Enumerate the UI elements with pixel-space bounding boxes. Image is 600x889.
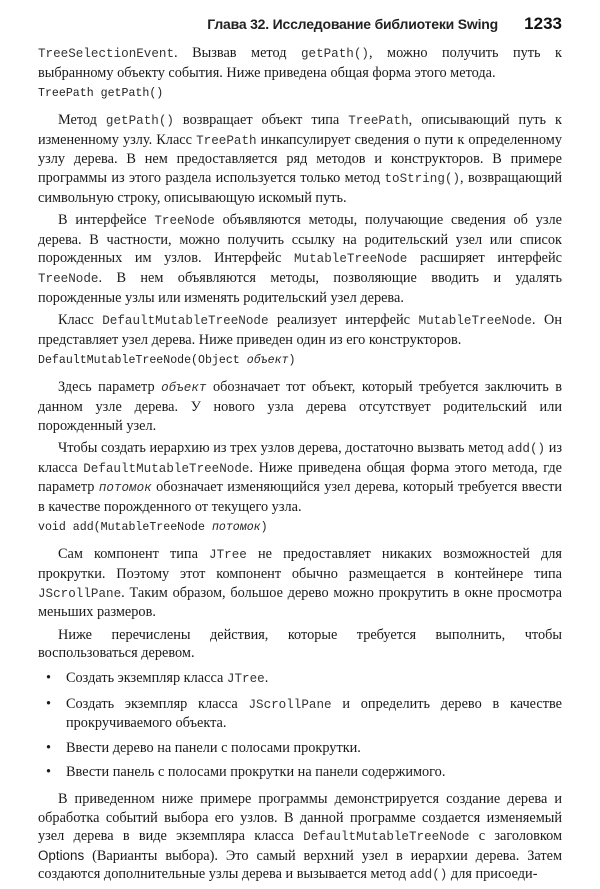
code-term: TreeNode [154, 214, 215, 229]
text-span: . [264, 670, 269, 687]
code-term: getPath() [105, 114, 174, 129]
text-span: возвращает объект типа [173, 112, 349, 129]
running-header [38, 14, 562, 40]
text-span: не предоставляет никаких возможностей для прокрутки. Поэтому этот компонент обычно размещается в контейнере типа [38, 546, 562, 583]
text-span: Класс [58, 312, 103, 329]
text-span: Ввести дерево на панели с полосами прокрутки. [66, 739, 361, 756]
code-term: TreeNode [38, 271, 99, 286]
text-span: Ввести панель с полосами прокрутки на панели содержимого. [66, 764, 446, 781]
text-span: из класса [38, 440, 562, 476]
code-term: getPath() [300, 47, 369, 61]
bullet-icon: • [46, 670, 52, 687]
text-span: В интерфейсе [58, 212, 155, 229]
code-term: add() [409, 868, 448, 883]
text-span: с заголовком [469, 828, 562, 845]
paragraph-6 [38, 439, 562, 516]
text-span: . Он представляет узел дерева. Ниже приведен один из его конструкторов. [38, 312, 562, 348]
paragraph-2 [38, 111, 562, 207]
code-span: void add(MutableTreeNode [38, 521, 212, 535]
code-term: toString() [384, 171, 461, 186]
paragraph-8: Ниже перечислены действия, которые требуется выполнить, чтобы воспользоваться деревом. [38, 626, 562, 662]
text-span: расширяет интерфейс [407, 250, 562, 267]
chapter-title: Глава 32. Исследование библиотеки Swing [207, 16, 498, 32]
code-param: объект [246, 354, 289, 368]
text-span: и определить дерево в качестве прокручиваемого объекта. [66, 695, 562, 732]
bullet-icon: • [46, 764, 52, 781]
list-item [38, 669, 562, 689]
paragraph-7 [38, 545, 562, 621]
text-span: для присоеди- [447, 866, 538, 883]
code-span: DefaultMutableTreeNode(Object [38, 354, 247, 368]
text-span: реализует интерфейс [268, 312, 419, 329]
code-term: JTree [226, 672, 265, 687]
code-term: DefaultMutableTreeNode [83, 461, 250, 476]
text-span: . В нем объявляются методы, позволяющие вводить и удалять порожденные узлы или изменять родительский узел дерева. [38, 269, 562, 306]
text-span: , можно получить путь к выбранному объекту события. Ниже приведена общая форма этого метода. [38, 45, 562, 81]
text-span: Создать экземпляр класса [66, 670, 227, 687]
text-span: Сам компонент типа [58, 546, 210, 563]
code-line-add [38, 520, 562, 536]
text-span: обозначает изменяющийся узел дерева, который требуется ввести в качестве порожденного от текущего узла. [38, 479, 563, 515]
text-span: . Вызвав метод [174, 45, 301, 61]
paragraph-4 [38, 311, 562, 349]
text-span: обозначает тот объект, который требуется заключить в данном узле дерева. У нового узла дерева отсутствует родительский или порожденный узел. [38, 379, 562, 434]
text-span: Чтобы создать иерархию из трех узлов дерева, достаточно вызвать метод [58, 440, 508, 457]
code-span: ) [288, 354, 296, 368]
bullet-icon: • [46, 695, 52, 712]
paragraph-5 [38, 378, 562, 435]
code-line-getpath: TreePath getPath() [38, 87, 164, 101]
code-term: JScrollPane [38, 586, 122, 601]
text-span: , описывающий путь к измененному узлу. Класс [38, 112, 562, 148]
paragraph-3 [38, 211, 562, 307]
text-span: . Таким образом, большое дерево можно прокрутить в окне просмотра меньших размеров. [38, 584, 562, 621]
code-term: TreePath [348, 114, 409, 129]
text-span: Метод [58, 112, 106, 129]
list-item [38, 695, 562, 733]
text-span: инкапсулирует сведения о пути к определенному узлу дерева. В нем предоставляется ряд методов и конструкторов. В примере программы из этого раздела используется только метод [38, 131, 562, 186]
code-line-constructor [38, 353, 562, 369]
text-span: (Варианты выбора). Это самый верхний узел в иерархии дерева. Затем создаются дополнительные узлы дерева и вызывается метод [38, 847, 562, 883]
list-item [38, 763, 562, 782]
page-number: 1233 [524, 14, 562, 33]
code-term: TreeSelectionEvent [38, 47, 175, 61]
list-item [38, 739, 562, 758]
code-term: JScrollPane [248, 697, 332, 712]
code-term: DefaultMutableTreeNode [303, 830, 470, 845]
text-span: Создать экземпляр класса [66, 695, 249, 712]
code-param: потомок [98, 481, 152, 496]
code-term: JTree [209, 548, 247, 563]
code-span: ) [260, 521, 268, 535]
text-span: В приведенном ниже примере программы демонстрируется создание дерева и обработка событий выбора его узлов. В данной программе создается изменяемый узел дерева в виде экземпляра класса [38, 791, 562, 845]
text-span: Здесь параметр [58, 379, 162, 396]
bullet-icon: • [46, 739, 52, 756]
code-term: MutableTreeNode [294, 252, 408, 267]
code-term: TreePath [196, 133, 257, 148]
paragraph-9 [38, 790, 562, 885]
text-span: объявляются методы, получающие сведения об узле дерева. В частности, можно получить ссылку на родительский узел или список порожденных им узлов. Интерфейс [38, 212, 562, 267]
steps-list [38, 669, 562, 782]
book-page [38, 0, 563, 883]
paragraph-1 [38, 44, 562, 82]
code-param: потомок [211, 521, 261, 535]
text-span: . Ниже приведена общая форма этого метода, где параметр [38, 459, 562, 496]
code-term: MutableTreeNode [418, 314, 532, 329]
code-term: add() [507, 442, 546, 457]
code-term: DefaultMutableTreeNode [102, 314, 269, 329]
ui-term: Options [38, 847, 85, 863]
code-param: объект [161, 381, 207, 396]
page-body [38, 44, 562, 889]
text-span: , возвращающий символьную строку, описывающую искомый путь. [38, 169, 562, 206]
